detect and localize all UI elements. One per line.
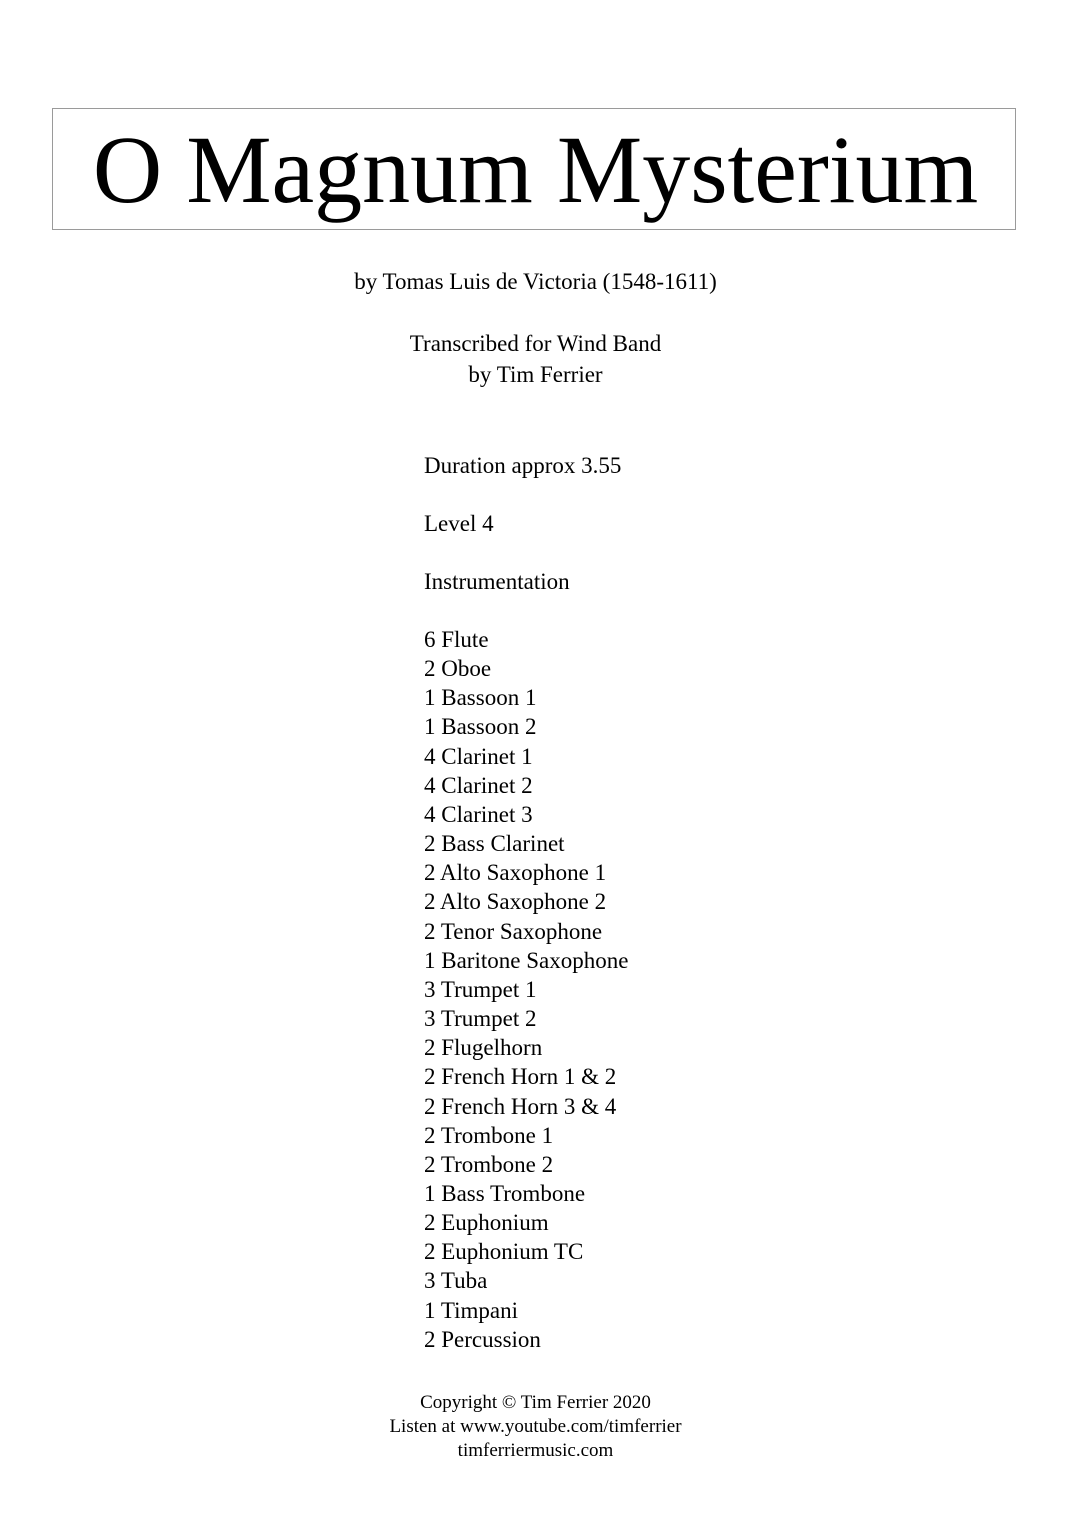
listen-link-text: Listen at www.youtube.com/timferrier (389, 1416, 682, 1437)
instrument-item: 2 French Horn 1 & 2 (424, 1064, 617, 1090)
duration-text: Duration approx 3.55 (424, 453, 622, 478)
instrument-item: 3 Trumpet 1 (424, 976, 537, 1002)
instrument-item: 1 Bassoon 1 (424, 685, 537, 711)
instrument-item: 2 Alto Saxophone 2 (424, 889, 607, 915)
copyright-text: Copyright © Tim Ferrier 2020 (420, 1392, 651, 1413)
instrument-item: 1 Bassoon 2 (424, 714, 537, 740)
instrument-item: 1 Bass Trombone (424, 1180, 586, 1206)
instrument-item: 2 Euphonium (424, 1210, 549, 1236)
instrument-item: 1 Timpani (424, 1297, 518, 1323)
instrument-item: 2 Trombone 1 (424, 1122, 554, 1148)
instrument-item: 2 Oboe (424, 656, 492, 682)
instrument-item: 6 Flute (424, 627, 489, 652)
instrument-item: 4 Clarinet 3 (424, 801, 533, 827)
spacer (424, 596, 628, 625)
transcription-line-1: Transcribed for Wind Band (409, 331, 662, 356)
instrument-item: 1 Baritone Saxophone (424, 947, 629, 973)
transcription-line-2: by Tim Ferrier (468, 362, 603, 387)
instrument-item: 2 Euphonium TC (424, 1239, 584, 1265)
footer (0, 1391, 1071, 1463)
transcription-credit (0, 328, 1071, 390)
instrument-item: 2 Trombone 2 (424, 1151, 554, 1177)
spacer (424, 538, 628, 567)
instrument-item: 2 Tenor Saxophone (424, 918, 603, 944)
instrument-item: 2 Alto Saxophone 1 (424, 860, 607, 886)
page-title: O Magnum Mysterium (92, 116, 979, 223)
spacer (424, 480, 628, 509)
instrumentation-heading: Instrumentation (424, 569, 570, 594)
score-details (424, 451, 628, 1354)
composer-credit: by Tomas Luis de Victoria (1548-1611) (354, 269, 717, 294)
instrument-item: 2 French Horn 3 & 4 (424, 1093, 617, 1119)
instrument-item: 2 Percussion (424, 1326, 541, 1352)
instrument-list (424, 625, 628, 1354)
instrument-item: 2 Bass Clarinet (424, 831, 565, 857)
instrument-item: 4 Clarinet 1 (424, 743, 533, 769)
instrument-item: 3 Trumpet 2 (424, 1006, 537, 1032)
level-text: Level 4 (424, 511, 494, 536)
instrument-item: 4 Clarinet 2 (424, 772, 533, 798)
instrument-item: 3 Tuba (424, 1268, 488, 1294)
instrument-item: 2 Flugelhorn (424, 1035, 543, 1061)
website-text: timferriermusic.com (457, 1440, 614, 1461)
